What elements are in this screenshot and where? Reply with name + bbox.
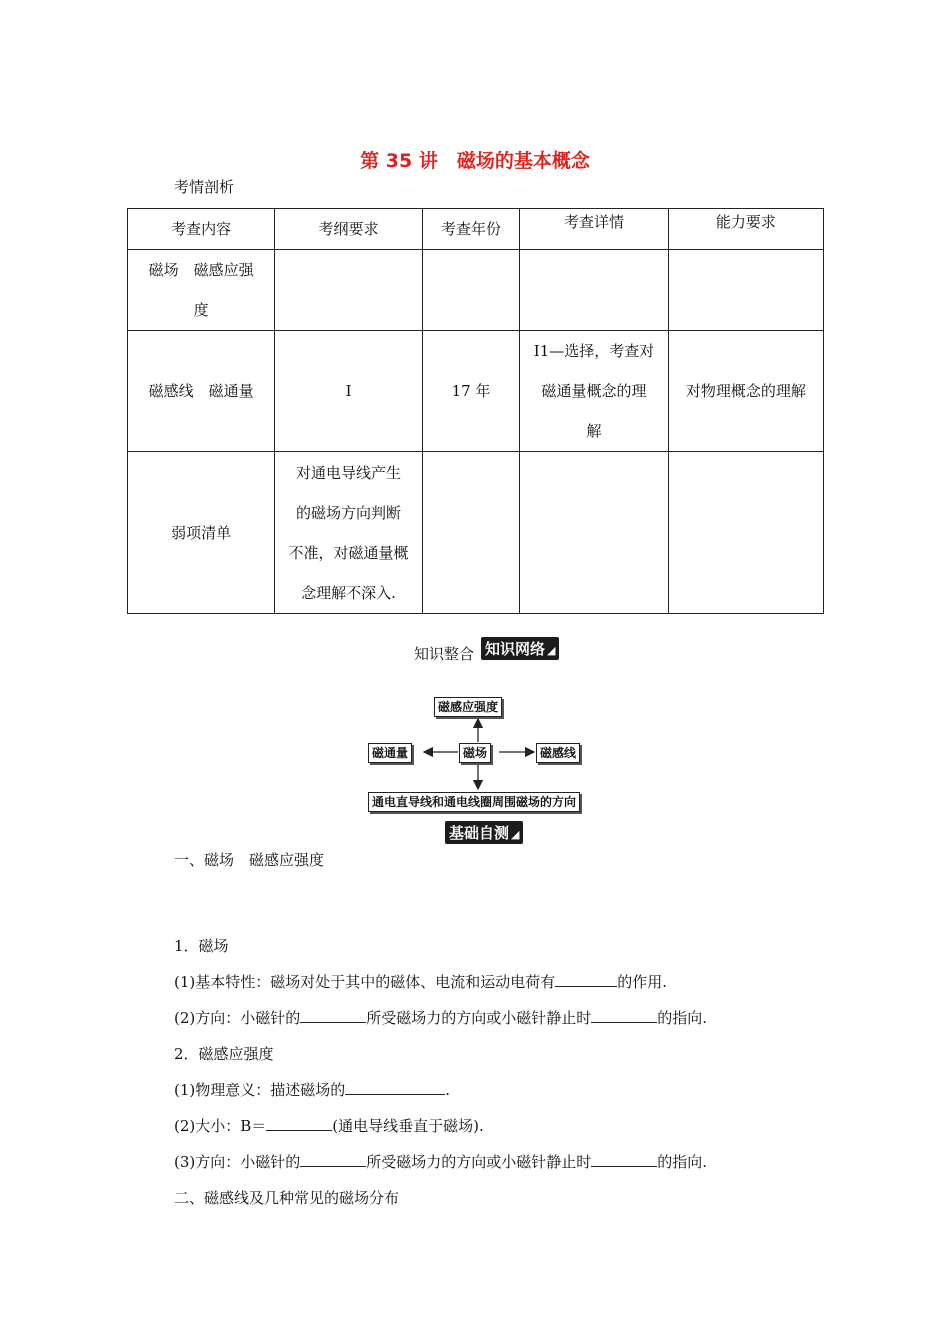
text-run: (2)大小：B＝ (174, 1117, 267, 1135)
diagram-node-right: 磁感线 (536, 743, 580, 763)
text-run: 所受磁场力的方向或小磁针静止时 (366, 1153, 592, 1171)
paragraph (174, 1151, 707, 1172)
diagram-node-center: 磁场 (459, 743, 491, 763)
paragraph (174, 1007, 707, 1028)
text-run: 所受磁场力的方向或小磁针静止时 (366, 1009, 592, 1027)
corner-arrow-icon: ◢ (547, 644, 556, 657)
item-heading: 2．磁感应强度 (174, 1045, 274, 1063)
fill-blank[interactable] (345, 1080, 445, 1095)
text-run: (3)方向：小磁针的 (174, 1153, 301, 1171)
tag-label: 知识网络 (485, 640, 546, 658)
cell-line: 不准，对磁通量概 (288, 543, 409, 562)
diagram-node-top: 磁感应强度 (434, 697, 502, 717)
cell-line: 的磁场方向判断 (296, 503, 402, 522)
exam-analysis-label: 考情剖析 (174, 178, 235, 196)
cell-line: 对通电导线产生 (296, 463, 402, 482)
fill-blank[interactable] (300, 1008, 366, 1023)
cell-line: 念理解不深入. (301, 583, 396, 602)
section-heading-1: 一、磁场 磁感应强度 (174, 851, 325, 869)
paragraph (174, 1115, 484, 1136)
text-run: (1)基本特性：磁场对处于其中的磁体、电流和运动电荷有 (174, 973, 556, 991)
section-heading-2: 二、磁感线及几种常见的磁场分布 (174, 1189, 400, 1207)
diagram-node-left: 磁通量 (368, 743, 412, 763)
text-run: (通电导线垂直于磁场). (332, 1117, 484, 1135)
page-title: 第 35 讲 磁场的基本概念 (360, 150, 590, 172)
paragraph (174, 1079, 450, 1100)
table-header: 考查年份 (422, 209, 520, 250)
text-run: 的指向. (657, 1009, 708, 1027)
cell-line: 磁场 磁感应强 (148, 261, 254, 279)
table-cell-ability: 对物理概念的理解 (668, 331, 823, 452)
fill-blank[interactable] (591, 1152, 657, 1167)
item-heading: 1．磁场 (174, 937, 229, 955)
text-run: (1)物理意义：描述磁场的 (174, 1081, 346, 1099)
fill-blank[interactable] (300, 1152, 366, 1167)
text-run: . (445, 1081, 451, 1099)
cell-line: 磁通量概念的理 (541, 382, 647, 400)
fill-blank[interactable] (555, 972, 617, 987)
table-header: 能力要求 (668, 209, 823, 250)
paragraph (174, 971, 667, 992)
table-cell-year: 17 年 (422, 331, 520, 452)
self-test-tag (445, 821, 523, 844)
text-run: 的指向. (657, 1153, 708, 1171)
table-header: 考查内容 (128, 209, 275, 250)
text-run: 的作用. (617, 973, 668, 991)
table-header: 考纲要求 (275, 209, 422, 250)
table-header: 考查详情 (520, 209, 668, 250)
fill-blank[interactable] (591, 1008, 657, 1023)
table-cell-topic: 磁感线 磁通量 (128, 331, 275, 452)
table-cell-requirement: Ⅰ (275, 331, 422, 452)
tag-label: 基础自测 (449, 824, 510, 842)
diagram-node-bottom: 通电直导线和通电线圈周围磁场的方向 (368, 792, 580, 812)
cell-line: Ⅰ1—选择，考查对 (533, 342, 655, 360)
corner-arrow-icon: ◢ (511, 828, 520, 841)
text-run: (2)方向：小磁针的 (174, 1009, 301, 1027)
cell-line: 解 (586, 422, 602, 440)
fill-blank[interactable] (266, 1116, 332, 1131)
cell-line: 度 (193, 301, 209, 319)
knowledge-label: 知识整合 (414, 645, 475, 663)
table-cell-topic: 弱项清单 (128, 452, 275, 614)
